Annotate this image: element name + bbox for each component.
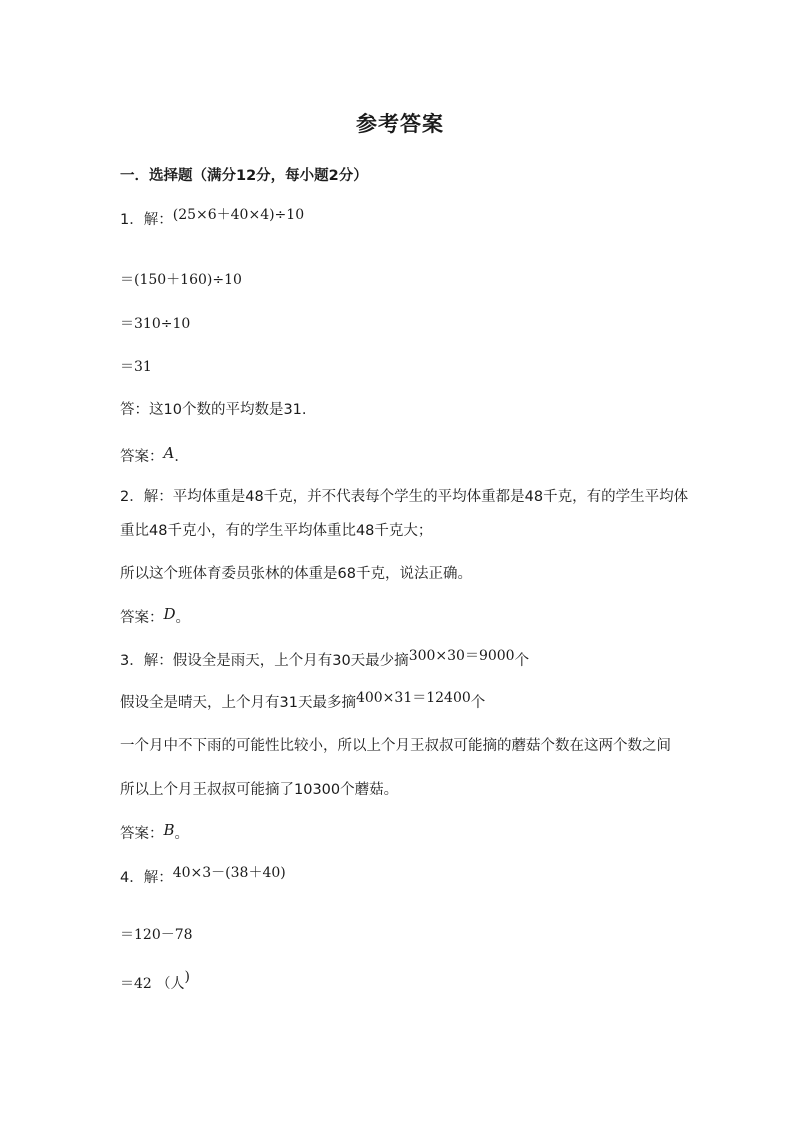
answer-label: 答案： (120, 449, 164, 465)
q3-line-1-text: 3．解：假设全是雨天，上个月有30天最少摘 (120, 653, 409, 669)
answer-label: 答案： (120, 610, 164, 626)
section-heading: 一．选择题（满分12分，每小题2分） (120, 168, 368, 184)
q3-line-2-text: 假设全是晴天，上个月有31天最多摘 (120, 695, 356, 711)
answer-choice: A (163, 444, 175, 462)
q4-prefix: 4．解： (120, 870, 173, 886)
q2-answer (120, 607, 190, 628)
q4-solution-line (120, 865, 286, 888)
q1-step-3: ＝31 (120, 359, 152, 375)
answer-choice: B (163, 821, 175, 839)
q3-line-3: 一个月中不下雨的可能性比较小，所以上个月王叔叔可能摘的蘑菇个数在这两个数之间 (120, 738, 671, 754)
q2-line-1: 2．解：平均体重是48千克，并不代表每个学生的平均体重都是48千克，有的学生平均体 (120, 489, 689, 505)
answer-label: 答案： (120, 826, 164, 842)
q3-line-1-expression: 300×30＝9000 (408, 648, 515, 664)
q1-answer (120, 446, 189, 467)
q4-step-2-value: ＝42 (120, 976, 152, 992)
q3-line-1 (120, 648, 530, 671)
page-title: 参考答案 (356, 112, 444, 136)
q1-solution-line (120, 207, 305, 230)
q4-unit: （人) (156, 969, 190, 992)
q3-line-2 (120, 690, 486, 713)
q4-step-2 (120, 969, 190, 994)
answer-end: 。 (175, 610, 191, 626)
q3-line-1-end: 个 (514, 653, 530, 669)
q1-step-1: ＝(150＋160)÷10 (120, 272, 242, 288)
q1-expression: (25×6＋40×4)÷10 (172, 207, 305, 223)
q3-line-4: 所以上个月王叔叔可能摘了10300个蘑菇。 (120, 782, 399, 798)
q4-expression: 40×3－(38＋40) (172, 865, 286, 881)
q3-line-2-end: 个 (470, 695, 486, 711)
q2-line-2: 重比48千克小，有的学生平均体重比48千克大； (120, 523, 433, 539)
q1-prefix: 1．解： (120, 212, 173, 228)
q3-answer (120, 823, 189, 844)
answer-end: 。 (174, 826, 190, 842)
answer-end: ． (174, 449, 189, 465)
q3-line-2-expression: 400×31＝12400 (355, 690, 471, 706)
q2-line-3: 所以这个班体育委员张林的体重是68千克，说法正确。 (120, 566, 472, 582)
q1-conclusion: 答：这10个数的平均数是31. (120, 402, 307, 418)
q4-step-1: ＝120－78 (120, 927, 193, 943)
answer-choice: D (163, 605, 176, 623)
q1-step-2: ＝310÷10 (120, 316, 191, 332)
